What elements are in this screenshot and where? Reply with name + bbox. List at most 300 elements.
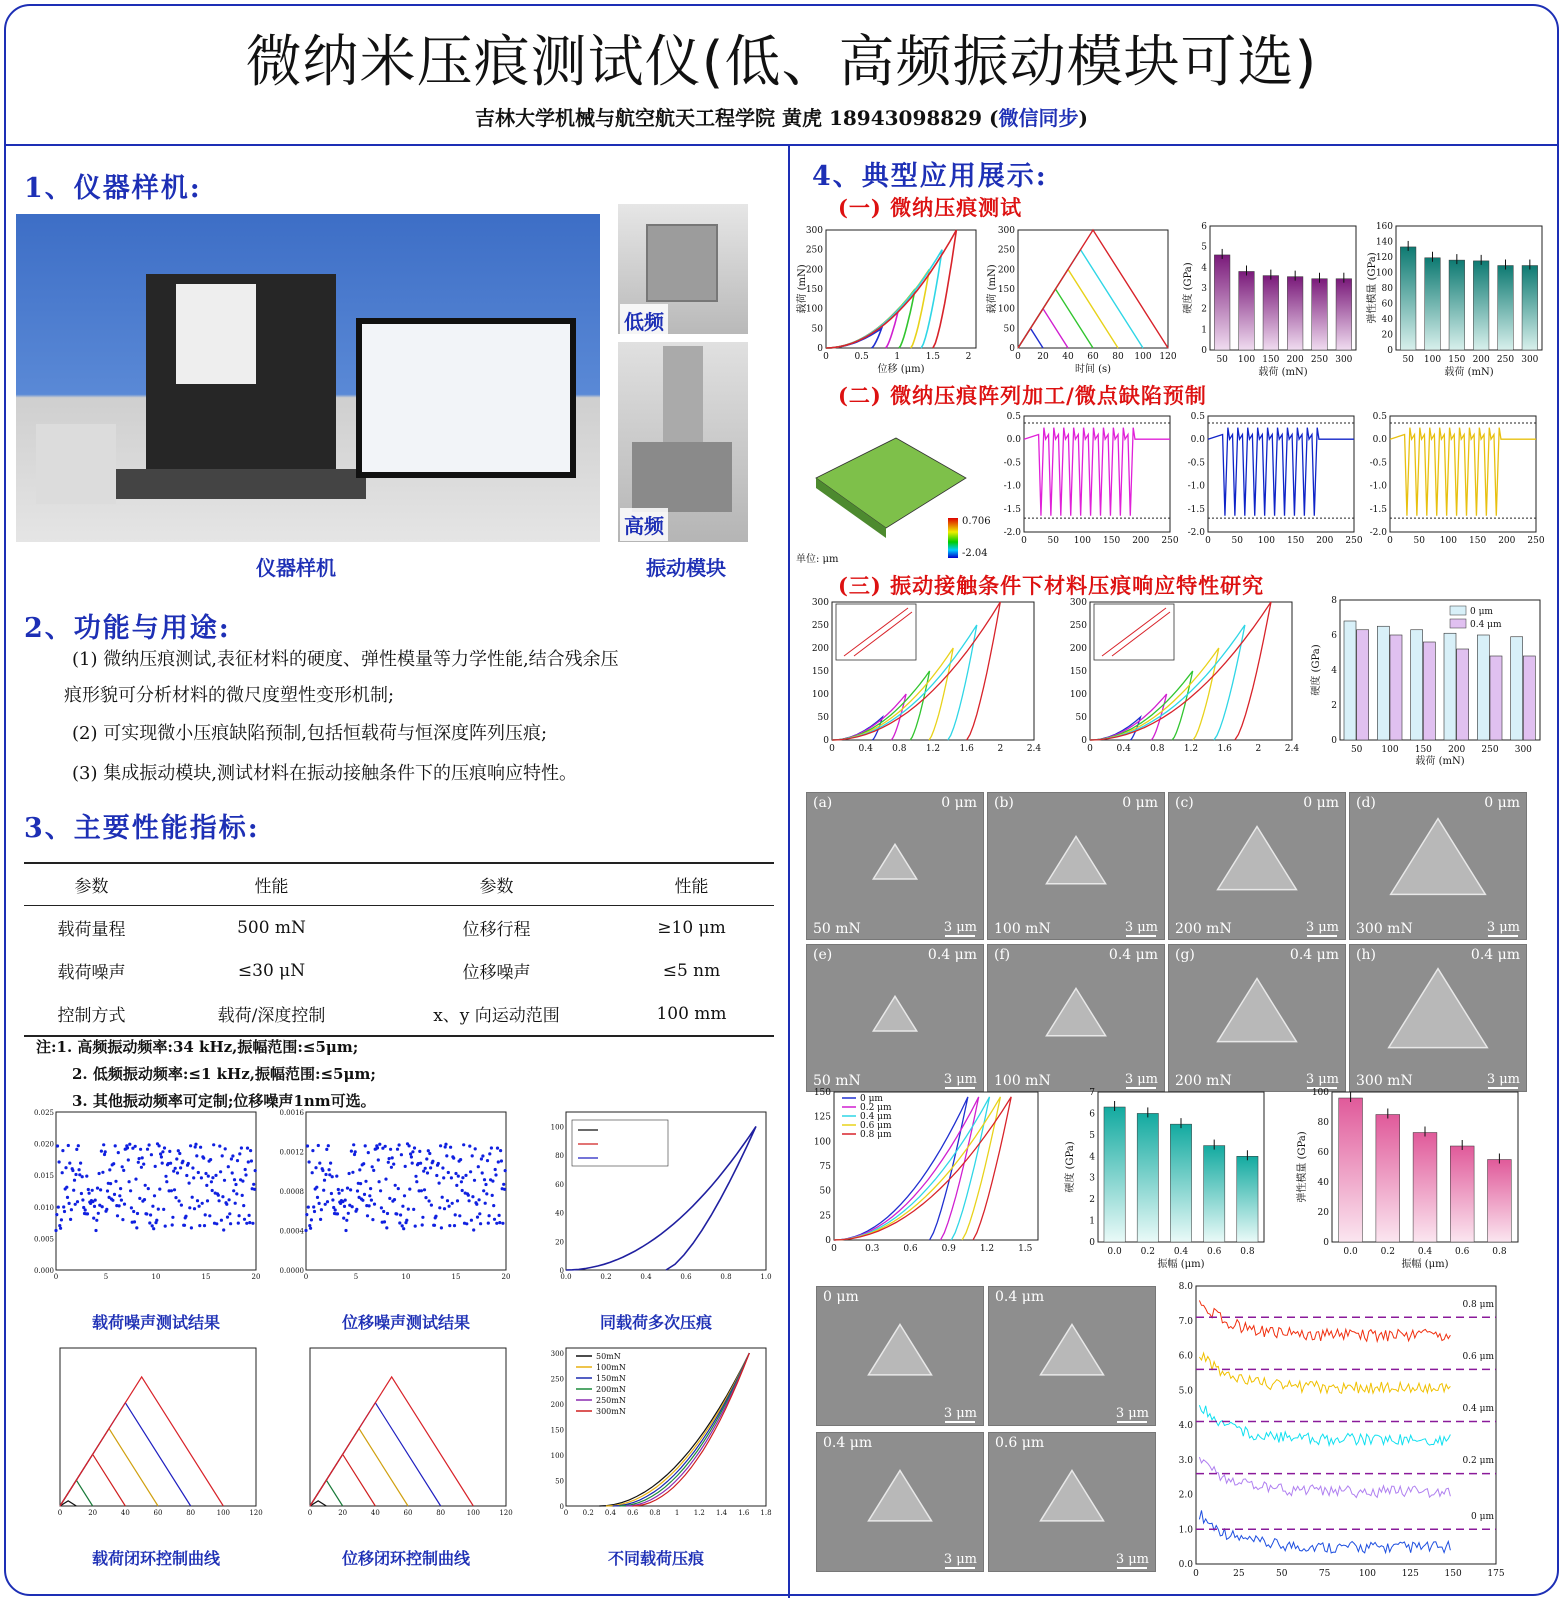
bar-100	[1425, 258, 1441, 350]
noise-point	[434, 1215, 437, 1218]
table-cell: 载荷量程	[57, 920, 126, 940]
diff-load-curve	[633, 1353, 750, 1506]
tick-label: 0.6	[627, 1509, 639, 1517]
noise-point	[498, 1221, 501, 1224]
tick-label: 150	[1262, 355, 1280, 365]
noise-point	[135, 1226, 138, 1229]
noise-point	[105, 1208, 108, 1211]
noise-point	[138, 1197, 141, 1200]
noise-point	[246, 1147, 249, 1150]
tick-label: 1.6	[1217, 744, 1232, 754]
sem-amplitude: 0 μm	[941, 795, 977, 811]
sem-scale-label: 3 μm	[943, 920, 977, 935]
amp-hardness-chart	[1064, 1086, 1274, 1270]
depth-diff-line	[1199, 1405, 1450, 1445]
noise-point	[429, 1166, 432, 1169]
noise-point	[331, 1175, 334, 1178]
noise-point	[57, 1206, 60, 1209]
noise-point	[491, 1180, 494, 1183]
load-closed-loop-chart	[26, 1342, 266, 1542]
tick-label: 1.0	[760, 1273, 772, 1281]
noise-point	[134, 1145, 137, 1148]
noise-point	[496, 1147, 499, 1150]
tick-label: 300	[1514, 745, 1532, 755]
noise-point	[154, 1165, 157, 1168]
noise-point	[119, 1187, 122, 1190]
tick-label: 20	[88, 1509, 98, 1517]
noise-point	[145, 1212, 148, 1215]
noise-point	[464, 1174, 467, 1177]
indent-triangle	[1040, 1470, 1103, 1520]
tick-label: 50	[819, 1186, 831, 1197]
noise-point	[143, 1198, 146, 1201]
noise-point	[147, 1187, 150, 1190]
lt-curve-150	[1018, 289, 1093, 348]
closed-loop-curve	[60, 1377, 223, 1506]
tick-label: 5	[1089, 1130, 1095, 1141]
noise-point	[450, 1176, 453, 1179]
noise-point	[201, 1202, 204, 1205]
tick-label: 0.2	[1380, 1247, 1395, 1257]
load-closed-loop-svg	[26, 1342, 266, 1542]
noise-point	[323, 1179, 326, 1182]
tick-label: 0	[1081, 736, 1087, 746]
noise-point	[152, 1227, 155, 1230]
tick-label: 200	[550, 1401, 564, 1410]
noise-point	[478, 1198, 481, 1201]
high-freq-module-photo	[618, 342, 748, 542]
tick-label: 15	[201, 1273, 211, 1281]
noise-point	[325, 1148, 328, 1151]
bar-150	[1263, 276, 1279, 350]
noise-point	[444, 1145, 447, 1148]
ld-curve-200	[826, 269, 929, 348]
noise-point	[132, 1210, 135, 1213]
noise-point	[94, 1199, 97, 1202]
tick-label: 300	[811, 598, 829, 608]
tick-label: 100	[1073, 536, 1091, 546]
tick-label: 60	[403, 1509, 413, 1517]
tick-label: 250	[1161, 536, 1179, 546]
noise-point	[379, 1189, 382, 1192]
noise-point	[101, 1171, 104, 1174]
noise-point	[324, 1203, 327, 1206]
noise-point	[218, 1145, 221, 1148]
noise-point	[214, 1174, 217, 1177]
indent-triangle	[1389, 969, 1488, 1048]
noise-point	[430, 1204, 433, 1207]
noise-point	[174, 1167, 177, 1170]
x-axis-label: 振幅 (μm)	[1157, 1259, 1205, 1270]
tick-label: 0.9	[941, 1244, 956, 1254]
legend-label: 0.4 μm	[1470, 620, 1502, 630]
noise-point	[468, 1145, 471, 1148]
noise-point	[197, 1171, 200, 1174]
noise-point	[141, 1156, 144, 1159]
sem-image	[806, 944, 984, 1092]
noise-point	[337, 1188, 340, 1191]
noise-point	[341, 1189, 344, 1192]
tick-label: 200	[1132, 536, 1150, 546]
noise-point	[471, 1154, 474, 1157]
tick-label: 0	[1087, 744, 1093, 754]
tick-label: 0.0008	[279, 1188, 304, 1196]
noise-point	[473, 1179, 476, 1182]
sem-amplitude: 0.4 μm	[1108, 947, 1158, 963]
legend-label: 300mN	[596, 1407, 626, 1416]
noise-point	[241, 1180, 244, 1183]
noise-point	[134, 1178, 137, 1181]
indent-mark	[1350, 945, 1526, 1091]
noise-point	[425, 1157, 428, 1160]
table-cell: ≥10 μm	[657, 917, 726, 938]
sem-amplitude: 0.6 μm	[995, 1435, 1045, 1451]
table-cell: 控制方式	[24, 992, 159, 1036]
bar-0.4 μm-150	[1423, 642, 1435, 740]
noise-point	[363, 1193, 366, 1196]
low-freq-block	[646, 224, 718, 302]
tick-label: 1.8	[760, 1509, 772, 1517]
section-2-heading: 2、功能与用途:	[24, 613, 231, 644]
vib-ld-chart-0	[798, 596, 1048, 772]
low-freq-module-photo	[618, 204, 748, 334]
plot-frame	[310, 1348, 506, 1506]
tick-label: 250	[805, 245, 823, 256]
noise-point	[493, 1218, 496, 1221]
noise-point	[369, 1187, 372, 1190]
noise-point	[449, 1146, 452, 1149]
noise-point	[500, 1159, 503, 1162]
spec-header-row	[24, 863, 774, 906]
noise-point	[144, 1184, 147, 1187]
noise-point	[442, 1176, 445, 1179]
noise-point	[401, 1205, 404, 1208]
noise-point	[118, 1194, 121, 1197]
granite-base	[116, 469, 366, 499]
sem-scale-label: 3 μm	[1124, 1072, 1158, 1087]
indent-mark	[1169, 793, 1345, 939]
noise-point	[498, 1214, 501, 1217]
diff-load-chart	[536, 1342, 776, 1542]
tick-label: -0.5	[1187, 458, 1205, 469]
noise-point	[311, 1149, 314, 1152]
table-row	[24, 949, 774, 992]
noise-point	[211, 1176, 214, 1179]
amp-modulus-chart	[1296, 1086, 1526, 1270]
bar-0.4 μm-100	[1390, 635, 1402, 740]
tick-label: 0.000	[33, 1267, 54, 1275]
tick-label: 1.2	[693, 1509, 705, 1517]
noise-point	[219, 1170, 222, 1173]
noise-point	[171, 1223, 174, 1226]
sem-amplitude: 0 μm	[1484, 795, 1520, 811]
depth-profile-svg	[1174, 410, 1363, 564]
series-label: 0.8 μm	[1462, 1299, 1494, 1310]
plot-frame	[56, 1112, 256, 1270]
sem-tag: (h)	[1356, 947, 1376, 963]
noise-point	[358, 1168, 361, 1171]
noise-point	[471, 1195, 474, 1198]
indent-mark	[807, 945, 983, 1091]
noise-point	[461, 1189, 464, 1192]
noise-point	[161, 1162, 164, 1165]
tick-label: 0.0000	[279, 1267, 304, 1275]
noise-point	[447, 1171, 450, 1174]
vib-ld-chart-04	[1056, 596, 1306, 772]
tick-label: 0	[1331, 736, 1337, 746]
tick-label: 4	[1201, 263, 1207, 274]
hardness-chart	[1182, 222, 1362, 386]
noise-point	[371, 1165, 374, 1168]
noise-point	[501, 1222, 504, 1225]
caption-repeat: 同载荷多次压痕	[599, 1313, 712, 1332]
tick-label: 0	[1387, 346, 1393, 356]
noise-point	[312, 1205, 315, 1208]
noise-point	[437, 1162, 440, 1165]
noise-point	[63, 1210, 66, 1213]
plot-frame	[1024, 416, 1170, 532]
tick-label: 200	[805, 265, 823, 276]
noise-point	[228, 1212, 231, 1215]
tick-label: 150	[1448, 355, 1466, 365]
noise-point	[371, 1218, 374, 1221]
noise-point	[198, 1224, 201, 1227]
noise-point	[180, 1204, 183, 1207]
vib-curve-200	[832, 648, 953, 740]
table-cell: 100 mm	[609, 992, 774, 1036]
noise-point	[171, 1216, 174, 1219]
tick-label: 2.4	[1284, 744, 1300, 754]
noise-point	[146, 1148, 149, 1151]
amp-hardness-svg	[1064, 1086, 1274, 1270]
noise-point	[175, 1157, 178, 1160]
legend-label: 100mN	[596, 1363, 626, 1372]
amp-curve	[834, 1097, 1000, 1240]
noise-point	[178, 1199, 181, 1202]
bar-0.4	[1170, 1124, 1191, 1242]
noise-point	[423, 1188, 426, 1191]
sem-tag: (e)	[813, 947, 833, 963]
color-min-label: -2.04	[962, 548, 988, 559]
indent-mark	[988, 793, 1164, 939]
noise-point	[229, 1222, 232, 1225]
noise-point	[232, 1189, 235, 1192]
noise-point	[234, 1202, 237, 1205]
noise-point	[445, 1154, 448, 1157]
sem-scale-label: 3 μm	[1486, 1072, 1520, 1087]
tick-label: 100	[1439, 536, 1457, 546]
monitor-screen	[362, 324, 570, 472]
caption-load-closed: 载荷闭环控制曲线	[91, 1549, 220, 1568]
tick-label: 0.4	[1417, 1247, 1433, 1257]
tick-label: 150	[1444, 1569, 1462, 1579]
instrument-panel	[176, 284, 256, 384]
y-axis-label: 硬度 (GPa)	[1183, 262, 1194, 314]
modulus-chart	[1366, 222, 1546, 386]
bar-0 μm-300	[1511, 637, 1523, 740]
indent-triangle	[1218, 979, 1297, 1042]
tick-label: 7	[1089, 1088, 1095, 1098]
sem-tag: (f)	[994, 947, 1011, 963]
tick-label: 0	[1009, 344, 1015, 354]
vib-curve-150	[1090, 671, 1193, 740]
depth-profile-svg	[990, 410, 1179, 564]
noise-point	[308, 1224, 311, 1227]
noise-point	[400, 1153, 403, 1156]
noise-point	[79, 1162, 82, 1165]
sem-image	[816, 1286, 984, 1426]
tick-label: 175	[1487, 1569, 1505, 1579]
tick-label: 50	[1231, 536, 1243, 546]
noise-point	[164, 1225, 167, 1228]
noise-point	[414, 1225, 417, 1228]
noise-point	[378, 1143, 381, 1146]
noise-point	[488, 1152, 491, 1155]
noise-point	[314, 1166, 317, 1169]
noise-point	[461, 1176, 464, 1179]
tick-label: 100	[811, 690, 829, 700]
plot-frame	[306, 1112, 506, 1270]
noise-point	[196, 1199, 199, 1202]
noise-point	[319, 1218, 322, 1221]
tick-label: 2	[1201, 304, 1207, 315]
lt-curve-250	[1018, 250, 1143, 348]
tick-label: 150	[550, 1426, 564, 1435]
bar-0.4 μm-300	[1523, 656, 1535, 740]
indent-mark	[988, 945, 1164, 1091]
noise-point	[378, 1180, 381, 1183]
noise-point	[204, 1172, 207, 1175]
tick-label: 300	[1521, 355, 1539, 365]
noise-point	[60, 1218, 63, 1221]
tick-label: 100	[1257, 536, 1275, 546]
tick-label: 80	[1317, 1118, 1329, 1128]
tick-label: 5	[353, 1273, 359, 1281]
noise-point	[226, 1216, 229, 1219]
vib-hardness-svg	[1310, 596, 1550, 772]
noise-point	[150, 1153, 153, 1156]
tick-label: 50	[1350, 745, 1363, 755]
table-cell: 位移噪声	[462, 963, 531, 983]
tick-label: 200	[997, 265, 1015, 276]
tick-label: 0.0	[1006, 435, 1021, 446]
bar-50	[1214, 255, 1230, 350]
diff-load-curve	[619, 1353, 749, 1506]
noise-point	[55, 1213, 58, 1216]
sem-image	[816, 1432, 984, 1572]
noise-point	[310, 1218, 313, 1221]
noise-point	[72, 1189, 75, 1192]
sem-image	[1349, 792, 1527, 940]
noise-point	[355, 1208, 358, 1211]
noise-point	[238, 1152, 241, 1155]
noise-point	[391, 1156, 394, 1159]
tick-label: -1.5	[1003, 504, 1021, 515]
tick-label: 0.8	[1492, 1247, 1507, 1257]
repeat-indent-svg	[536, 1106, 776, 1306]
section-1-heading: 1、仪器样机:	[24, 173, 202, 204]
tick-label: 0.015	[33, 1172, 54, 1181]
tick-label: 0.5	[1190, 412, 1205, 422]
series-label: 0 μm	[1471, 1511, 1494, 1522]
bar-0.6	[1204, 1146, 1225, 1242]
caption-prototype: 仪器样机	[256, 556, 336, 580]
tick-label: 160	[1375, 222, 1393, 232]
noise-point	[199, 1146, 202, 1149]
tick-label: 200	[1472, 355, 1490, 365]
tick-label: -0.5	[1003, 458, 1021, 469]
poster-frame	[4, 4, 1559, 1596]
sem-tag: (b)	[994, 795, 1014, 811]
noise-point	[483, 1178, 486, 1181]
noise-point	[383, 1220, 386, 1223]
noise-point	[128, 1180, 131, 1183]
noise-point	[101, 1205, 104, 1208]
tick-label: 0.2	[600, 1273, 612, 1281]
noise-point	[395, 1212, 398, 1215]
noise-point	[151, 1224, 154, 1227]
noise-point	[130, 1206, 133, 1209]
sem-scale-bar	[945, 935, 975, 937]
noise-point	[235, 1192, 238, 1195]
noise-point	[225, 1203, 228, 1206]
table-cell: ≤30 μN	[237, 960, 306, 981]
noise-point	[244, 1173, 247, 1176]
sem-amplitude: 0.4 μm	[1470, 947, 1520, 963]
tick-label: 300	[1335, 355, 1353, 365]
y-axis-label: 硬度 (GPa)	[1311, 644, 1322, 696]
legend-label: 0.6 μm	[860, 1121, 892, 1131]
noise-point	[344, 1199, 347, 1202]
noise-point	[68, 1162, 71, 1165]
tick-label: 50	[1047, 536, 1059, 546]
tick-label: 60	[153, 1509, 163, 1517]
lt-svg	[986, 222, 1176, 378]
light-source	[36, 424, 116, 504]
sem-tag: (c)	[1175, 795, 1194, 811]
noise-point	[322, 1189, 325, 1192]
tick-label: -1.0	[1369, 481, 1387, 492]
table-cell: 载荷噪声	[57, 963, 126, 983]
noise-point	[367, 1151, 370, 1154]
noise-point	[446, 1199, 449, 1202]
noise-point	[223, 1179, 226, 1182]
tick-label: 25	[819, 1211, 831, 1222]
sem-load: 100 mN	[994, 921, 1051, 937]
noise-point	[318, 1162, 321, 1165]
noise-point	[233, 1178, 236, 1181]
legend-box	[572, 1120, 668, 1166]
noise-point	[370, 1199, 373, 1202]
noise-point	[106, 1189, 109, 1192]
noise-point	[373, 1203, 376, 1206]
tick-label: 0	[825, 1236, 831, 1246]
tick-label: 6	[1201, 222, 1207, 232]
noise-point	[74, 1173, 77, 1176]
noise-point	[215, 1222, 218, 1225]
tick-label: 10	[151, 1273, 161, 1281]
noise-point	[187, 1162, 190, 1165]
depth-diff-line	[1199, 1300, 1450, 1341]
bar-250	[1498, 266, 1514, 350]
noise-point	[495, 1222, 498, 1225]
legend-label: 0.8 μm	[860, 1130, 892, 1140]
bar-150	[1449, 260, 1465, 350]
tick-label: 4.0	[1178, 1421, 1193, 1431]
noise-point	[86, 1212, 89, 1215]
noise-point	[305, 1213, 308, 1216]
tick-label: 4	[1089, 1152, 1095, 1163]
